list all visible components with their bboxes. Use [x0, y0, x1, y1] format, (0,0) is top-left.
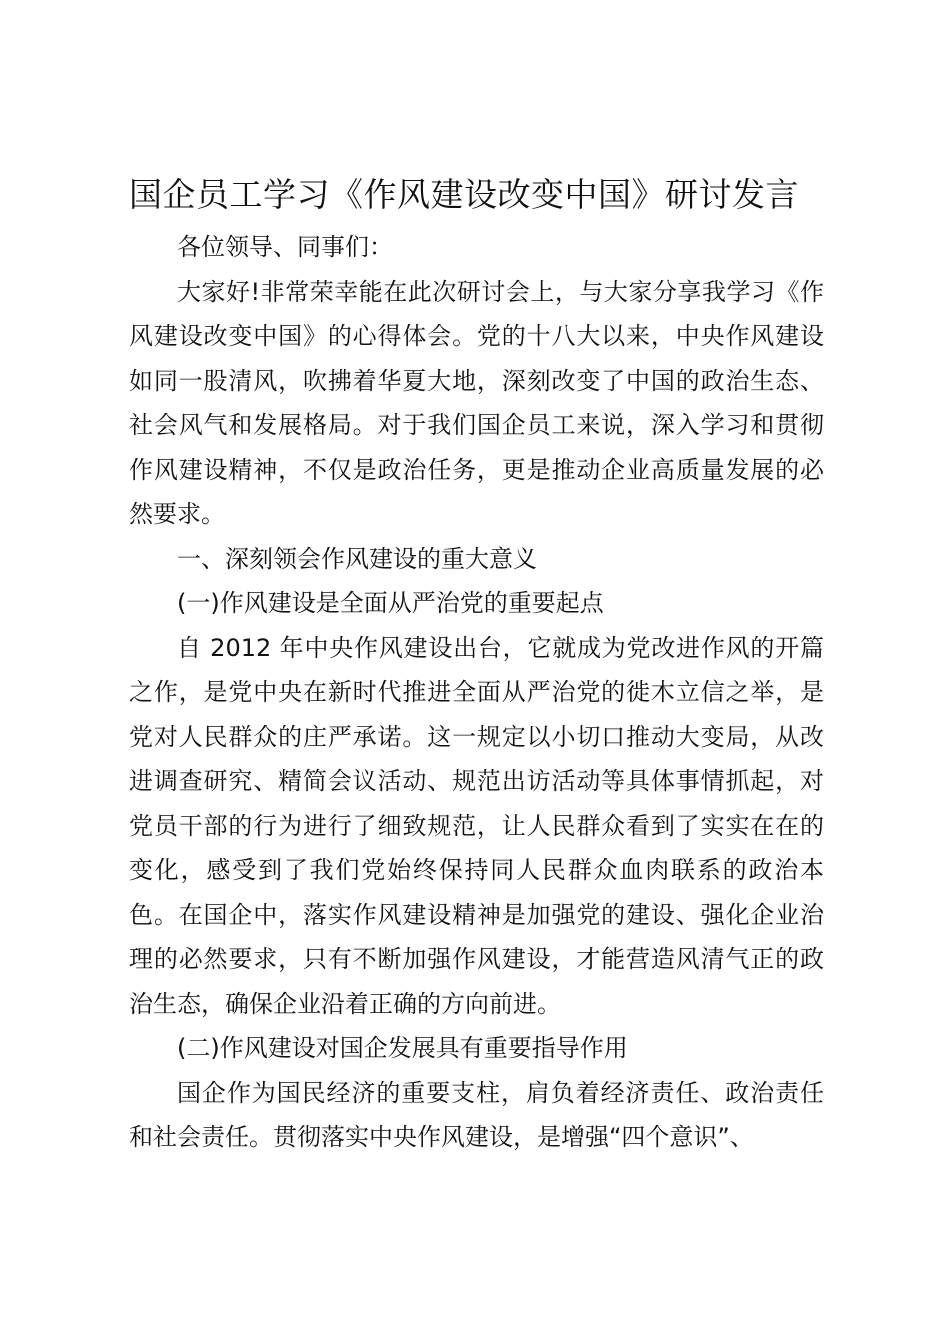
opening-paragraph: 大家好!非常荣幸能在此次研讨会上，与大家分享我学习《作风建设改变中国》的心得体会。党的十八大以来，中央作风建设如同一股清风，吹拂着华夏大地，深刻改变了中国的政治生态、社会风气和发展格局。对于我们国企员工来说，深入学习和贯彻作风建设精神，不仅是政治任务，更是推动企业高质量发展的必然要求。	[129, 277, 824, 528]
section-heading-1: 一、深刻领会作风建设的重大意义	[177, 544, 537, 573]
document-title: 国企员工学习《作风建设改变中国》研讨发言	[129, 175, 799, 214]
subsection-heading-1: (一)作风建设是全面从严治党的重要起点	[177, 589, 604, 617]
document-body	[129, 225, 824, 1160]
salutation: 各位领导、同事们：	[177, 233, 393, 261]
subsection-heading-2: (二)作风建设对国企发展具有重要指导作用	[177, 1034, 628, 1062]
paragraph-subsection-2: 国企作为国民经济的重要支柱，肩负着经济责任、政治责任和社会责任。贯彻落实中央作风建设，是增强“四个意识”、	[129, 1078, 824, 1151]
paragraph-subsection-1: 自 2012 年中央作风建设出台，它就成为党改进作风的开篇之作，是党中央在新时代推进全面从严治党的徙木立信之举，是党对人民群众的庄严承诺。这一规定以小切口推动大变局，从改进调查研究、精简会议活动、规范出访活动等具体事情抓起，对党员干部的行为进行了细致规范，让人民群众看到了实实在在的变化，感受到了我们党始终保持同人民群众血肉联系的政治本色。在国企中，落实作风建设精神是加强党的建设、强化企业治理的必然要求，只有不断加强作风建设，才能营造风清气正的政治生态，确保企业沿着正确的方向前进。	[129, 633, 824, 1018]
